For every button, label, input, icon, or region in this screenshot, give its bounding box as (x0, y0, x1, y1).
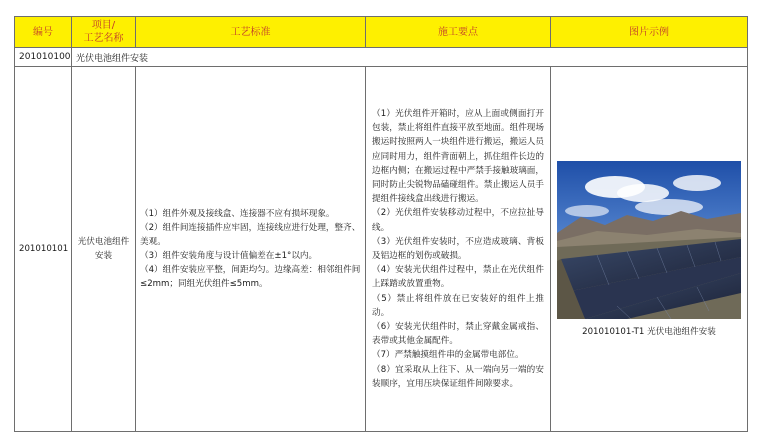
section-row (15, 48, 748, 67)
header-image: 图片示例 (551, 17, 748, 48)
header-name (72, 17, 136, 48)
standard-item: （3）组件安装角度与设计值偏差在±1°以内。 (140, 251, 318, 261)
point-item: （3）光伏组件安装时，不应造成玻璃、背板及铝边框的划伤或破损。 (372, 236, 544, 261)
standard-item: （1）组件外观及接线盒、连接器不应有损坏现象。 (140, 209, 335, 219)
header-code: 编号 (15, 17, 72, 48)
solar-panel-photo (557, 161, 741, 319)
row-name: 光伏电池组件安装 (72, 67, 136, 432)
table-header-row (15, 17, 748, 48)
table-row (15, 67, 748, 432)
point-item: （8）宜采取从上往下、从一端向另一端的安装顺序，宜用压块保证组件间隙要求。 (372, 364, 544, 389)
point-item: （1）光伏组件开箱时，应从上面或侧面打开包装，禁止将组件直接平放至地面。组件现场搬运时按照两人一块组件进行搬运，搬运人员应同时用力，组件背面朝上，抓住组件长边的边框内侧；在搬运过程中严禁手接触玻璃面，同时防止尖锐物品磕碰组件。禁止搬运人员手提组件接线盒出线进行搬运。 (372, 108, 544, 205)
standard-item: （4）组件安装应平整，间距均匀。边缘高差：相邻组件间≤2mm；同组光伏组件≤5mm。 (140, 265, 361, 289)
standards-cell (136, 67, 366, 432)
section-code: 201010100 (15, 48, 72, 67)
header-points: 施工要点 (366, 17, 551, 48)
point-item: （5）禁止将组件放在已安装好的组件上推动。 (372, 293, 544, 318)
image-caption: 201010101-T1 光伏电池组件安装 (582, 327, 716, 337)
point-item: （4）安装光伏组件过程中，禁止在光伏组件上踩踏或放置重物。 (372, 265, 544, 290)
header-name-text: 项目/ 工艺名称 (83, 20, 124, 44)
point-item: （7）严禁触摸组件串的金属带电部位。 (372, 350, 524, 361)
point-item: （2）光伏组件安装移动过程中，不应拉扯导线。 (372, 208, 544, 233)
row-code: 201010101 (15, 67, 72, 432)
standard-item: （2）组件间连接插件应牢固，连接线应进行处理，整齐、美观。 (140, 223, 361, 247)
process-standard-table (14, 16, 748, 432)
points-cell (366, 67, 551, 432)
header-standard: 工艺标准 (136, 17, 366, 48)
image-cell (551, 67, 748, 432)
point-item: （6）安装光伏组件时，禁止穿戴金属戒指、表带或其他金属配件。 (372, 322, 544, 347)
section-title: 光伏电池组件安装 (72, 48, 748, 67)
